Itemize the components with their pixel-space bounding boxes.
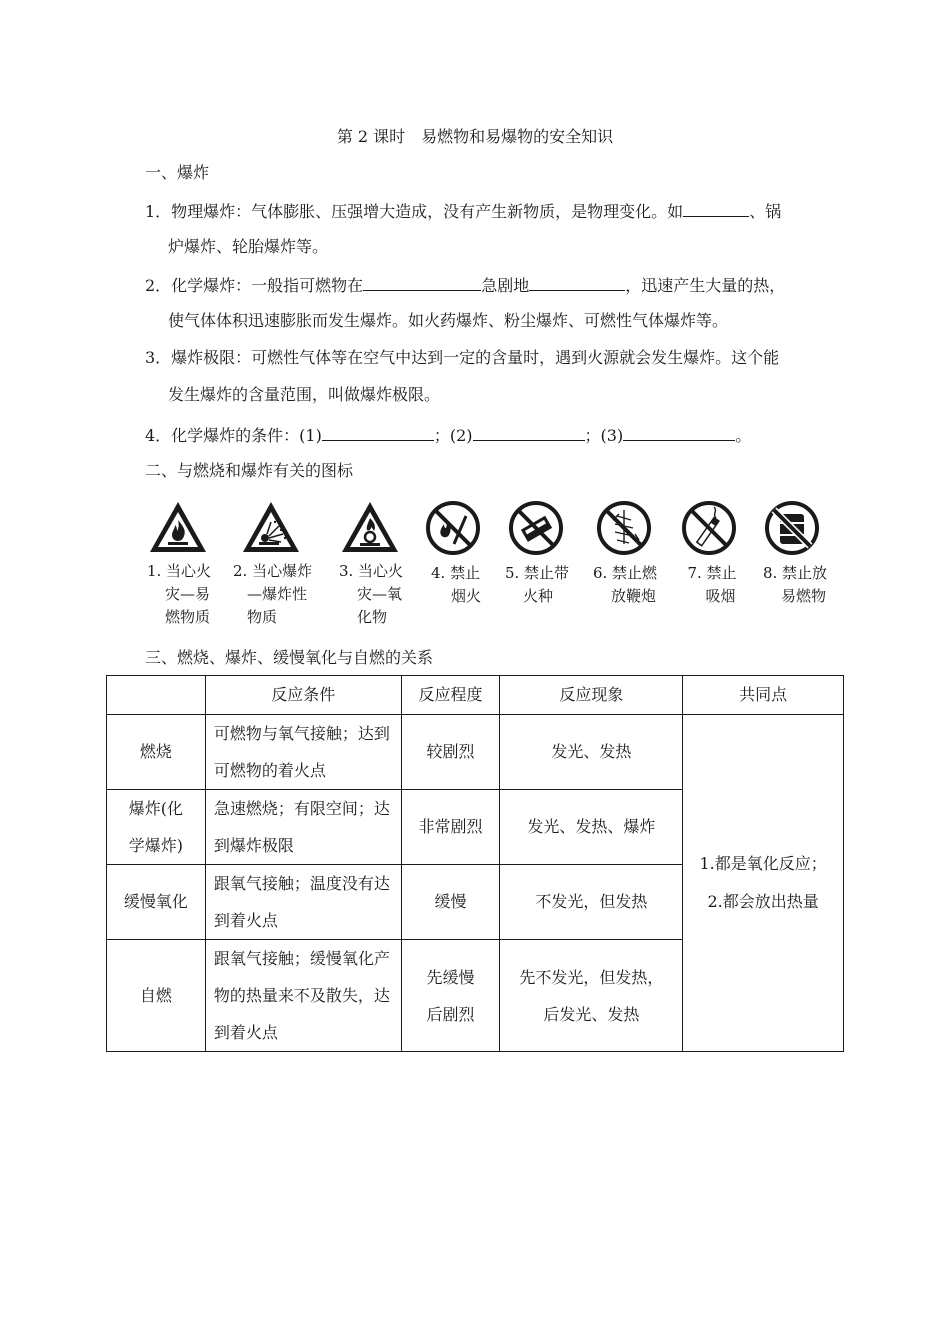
degree-cell	[401, 790, 500, 865]
sign-caption-line: 燃物质	[164, 608, 210, 626]
text: 1．物理爆炸：气体膨胀、压强增大造成，没有产生新物质，是物理变化。如	[145, 202, 684, 221]
sign-no-smoking	[673, 500, 745, 608]
sign-caption-line: 4. 禁止	[430, 564, 481, 582]
cell-text: 不发光，但发热	[535, 892, 648, 911]
table-header-row	[107, 676, 844, 715]
no-fireworks-icon	[595, 500, 653, 556]
sign-no-matches	[500, 500, 572, 608]
sign-caption-line: 6. 禁止燃	[592, 564, 658, 582]
item-physical-explosion-line1	[145, 200, 781, 222]
sign-no-flammables-storage	[756, 500, 828, 608]
cell-text: 缓慢氧化	[123, 892, 188, 911]
table-header-cell: 反应条件	[205, 676, 401, 715]
cell-text: 先不发光，但发热，	[519, 967, 664, 987]
table-row	[107, 715, 844, 790]
phenomenon-cell	[500, 940, 683, 1052]
relations-table	[106, 675, 844, 1052]
fill-blank[interactable]	[473, 424, 585, 441]
cell-text: 缓慢	[434, 892, 467, 911]
page-title: 第 2 课时 易燃物和易爆物的安全知识	[336, 127, 614, 146]
cell-text: 爆炸(化	[128, 799, 184, 818]
table-header-cell: 共同点	[683, 676, 844, 715]
cell-text: 跟氧气接触；温度没有达	[213, 874, 390, 893]
item-chemical-explosion-line2: 使气体体积迅速膨胀而发生爆炸。如火药爆炸、粉尘爆炸、可燃性气体爆炸等。	[168, 311, 729, 330]
sign-caption-line: 1. 当心火	[146, 562, 212, 580]
sign-caption-line: 灾—氧	[356, 585, 402, 603]
degree-cell	[401, 715, 500, 790]
section-heading-signs: 二、与燃烧和爆炸有关的图标	[145, 461, 354, 480]
fill-blank[interactable]	[683, 200, 749, 217]
sign-caption-line: 吸烟	[705, 587, 736, 605]
cell-text: 可燃物的着火点	[213, 761, 326, 780]
sign-caption-line: 5. 禁止带	[504, 564, 570, 582]
phenomenon-cell	[500, 715, 683, 790]
sign-caption-line: 火种	[522, 587, 553, 605]
common-point-cell	[683, 715, 844, 1052]
cell-text: 非常剧烈	[418, 817, 483, 836]
text: 2．化学爆炸：一般指可燃物在	[145, 276, 364, 295]
sign-caption-line: 2. 当心爆炸	[233, 562, 313, 580]
cell-text: 先缓慢	[426, 967, 475, 987]
text: 。	[735, 426, 752, 445]
sign-caption-line: 放鞭炮	[610, 587, 656, 605]
cell-text: 可燃物与氧气接触；达到	[213, 724, 390, 743]
fill-blank[interactable]	[322, 424, 434, 441]
text: 急剧地	[481, 276, 530, 295]
item-explosion-limit-line2: 发生爆炸的含量范围，叫做爆炸极限。	[168, 385, 441, 404]
item-explosion-conditions	[145, 424, 751, 446]
cell-text: 到着火点	[213, 1023, 278, 1042]
no-open-flame-icon	[424, 500, 482, 556]
cell-text: 到爆炸极限	[213, 836, 294, 855]
condition-cell	[205, 940, 401, 1052]
sign-no-fireworks	[588, 500, 660, 608]
sign-oxidizer	[334, 500, 406, 629]
flammable-warning-icon	[148, 500, 208, 554]
text: 、锅	[749, 202, 782, 221]
cell-text: 发光、发热、爆炸	[527, 817, 656, 836]
oxidizer-warning-icon	[340, 500, 400, 554]
sign-explosive	[233, 500, 313, 629]
cell-text: 自燃	[139, 985, 172, 1005]
item-physical-explosion-line2: 炉爆炸、轮胎爆炸等。	[168, 237, 329, 256]
row-name-cell	[107, 865, 206, 940]
cell-text: 跟氧气接触；缓慢氧化产	[213, 949, 390, 968]
section-heading-relations: 三、燃烧、爆炸、缓慢氧化与自燃的关系	[145, 648, 434, 667]
cell-text: 到着火点	[213, 911, 278, 930]
sign-caption-line: 烟火	[450, 587, 481, 605]
text: ；(3)	[584, 426, 624, 445]
cell-text: 2.都会放出热量	[707, 892, 819, 911]
fill-blank[interactable]	[363, 274, 481, 291]
condition-cell	[205, 865, 401, 940]
sign-caption-line: 化物	[356, 608, 387, 626]
explosive-warning-icon	[241, 500, 301, 554]
phenomenon-cell	[500, 790, 683, 865]
sign-caption-line: 7. 禁止	[687, 564, 737, 582]
cell-text: 急速燃烧；有限空间；达	[213, 799, 390, 818]
degree-cell	[401, 865, 500, 940]
no-smoking-icon	[680, 500, 738, 556]
row-name-cell	[107, 940, 206, 1052]
table-header-cell: 反应现象	[500, 676, 683, 715]
cell-text: 物的热量来不及散失，达	[213, 986, 390, 1005]
text: 4．化学爆炸的条件：(1)	[145, 426, 322, 445]
fill-blank[interactable]	[529, 274, 625, 291]
phenomenon-cell	[500, 865, 683, 940]
degree-cell	[401, 940, 500, 1052]
cell-text: 学爆炸)	[128, 836, 184, 855]
table-header-cell: 反应程度	[401, 676, 500, 715]
sign-caption-line: 3. 当心火	[338, 562, 404, 580]
no-matches-icon	[507, 500, 565, 556]
fill-blank[interactable]	[623, 424, 735, 441]
no-flammables-storage-icon	[763, 500, 821, 556]
sign-caption-line: 8. 禁止放	[762, 564, 828, 582]
cell-text: 后发光、发热	[543, 1004, 640, 1024]
row-name-cell	[107, 790, 206, 865]
cell-text: 发光、发热	[551, 742, 632, 761]
sign-caption-line: —爆炸性	[247, 585, 308, 603]
text: ；(2)	[433, 426, 473, 445]
condition-cell	[205, 790, 401, 865]
sign-caption-line: 易燃物	[780, 587, 826, 605]
text: ，迅速产生大量的热，	[625, 276, 786, 295]
table-header-cell	[107, 676, 206, 715]
sign-no-open-flame	[417, 500, 489, 608]
row-name-cell	[107, 715, 206, 790]
condition-cell	[205, 715, 401, 790]
item-chemical-explosion-line1	[145, 274, 785, 296]
cell-text: 1.都是氧化反应；	[699, 854, 827, 873]
sign-caption-line: 物质	[247, 608, 278, 626]
sign-caption-line: 灾—易	[164, 585, 210, 603]
cell-text: 后剧烈	[426, 1004, 475, 1024]
cell-text: 燃烧	[139, 742, 172, 761]
cell-text: 较剧烈	[426, 742, 475, 761]
item-explosion-limit-line1: 3．爆炸极限：可燃性气体等在空气中达到一定的含量时，遇到火源就会发生爆炸。这个能	[145, 348, 780, 367]
section-heading-explosion: 一、爆炸	[145, 163, 210, 182]
sign-flammable	[142, 500, 214, 629]
